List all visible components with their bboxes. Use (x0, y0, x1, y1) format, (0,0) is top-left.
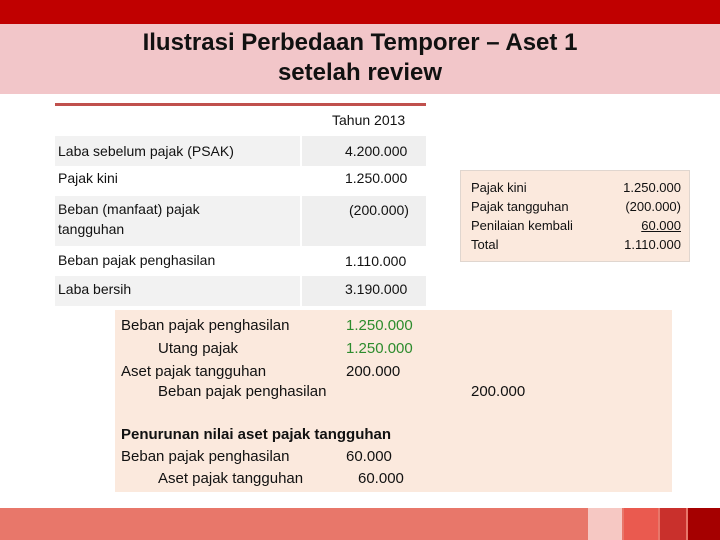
summary-label: Pajak kini (471, 180, 527, 195)
tax-summary-box (460, 170, 690, 262)
journal-debit-amount: 1.250.000 (346, 317, 413, 334)
journal-credit-amount: 1.250.000 (346, 340, 413, 357)
summary-label: Pajak tangguhan (471, 199, 569, 214)
journal-debit-account: Beban pajak penghasilan (121, 448, 290, 465)
row-value: 1.250.000 (345, 170, 408, 186)
row-value: 4.200.000 (345, 143, 408, 159)
journal-debit-amount: 200.000 (346, 363, 401, 380)
row-label: Laba bersih (58, 281, 132, 297)
income-table (55, 103, 426, 306)
journal-credit-account: Utang pajak (158, 340, 239, 357)
table-row (55, 136, 426, 166)
summary-value: 1.110.000 (624, 237, 681, 252)
decor-square (688, 508, 720, 540)
summary-value: 60.000 (641, 218, 681, 233)
summary-value: 1.250.000 (623, 180, 681, 195)
summary-value: (200.000) (625, 199, 681, 214)
row-value: 3.190.000 (345, 281, 408, 297)
row-value: 1.110.000 (345, 253, 407, 269)
row-label: Laba sebelum pajak (PSAK) (58, 143, 234, 159)
journal-credit-amount: 200.000 (471, 383, 526, 400)
table-row (55, 246, 426, 276)
row-label: Pajak kini (58, 170, 118, 186)
journal-section-heading: Penurunan nilai aset pajak tangguhan (121, 426, 392, 443)
year-header: Tahun 2013 (332, 112, 406, 128)
journal-debit-account: Aset pajak tangguhan (121, 363, 267, 380)
table-row (55, 166, 426, 196)
top-accent-bar (0, 0, 720, 24)
decor-square (588, 508, 622, 540)
title-line-1: Ilustrasi Perbedaan Temporer – Aset 1 (142, 29, 578, 56)
table-row (55, 276, 426, 306)
journal-debit-account: Beban pajak penghasilan (121, 317, 290, 334)
journal-credit-account: Aset pajak tangguhan (158, 470, 304, 487)
journal-debit-amount: 60.000 (346, 448, 392, 465)
summary-label: Total (471, 237, 499, 252)
decor-square (660, 508, 686, 540)
journal-credit-account: Beban pajak penghasilan (158, 383, 327, 400)
row-label: Beban pajak penghasilan (58, 252, 216, 268)
decor-square (624, 508, 658, 540)
summary-label: Penilaian kembali (471, 218, 573, 233)
row-label: Beban (manfaat) pajak tangguhan (58, 201, 200, 237)
table-header (55, 103, 426, 136)
title-line-2: setelah review (277, 59, 443, 86)
journal-entries-panel (115, 310, 672, 492)
table-row (55, 196, 426, 246)
slide-title (0, 28, 720, 88)
row-value: (200.000) (349, 202, 409, 218)
journal-credit-amount: 60.000 (358, 470, 404, 487)
